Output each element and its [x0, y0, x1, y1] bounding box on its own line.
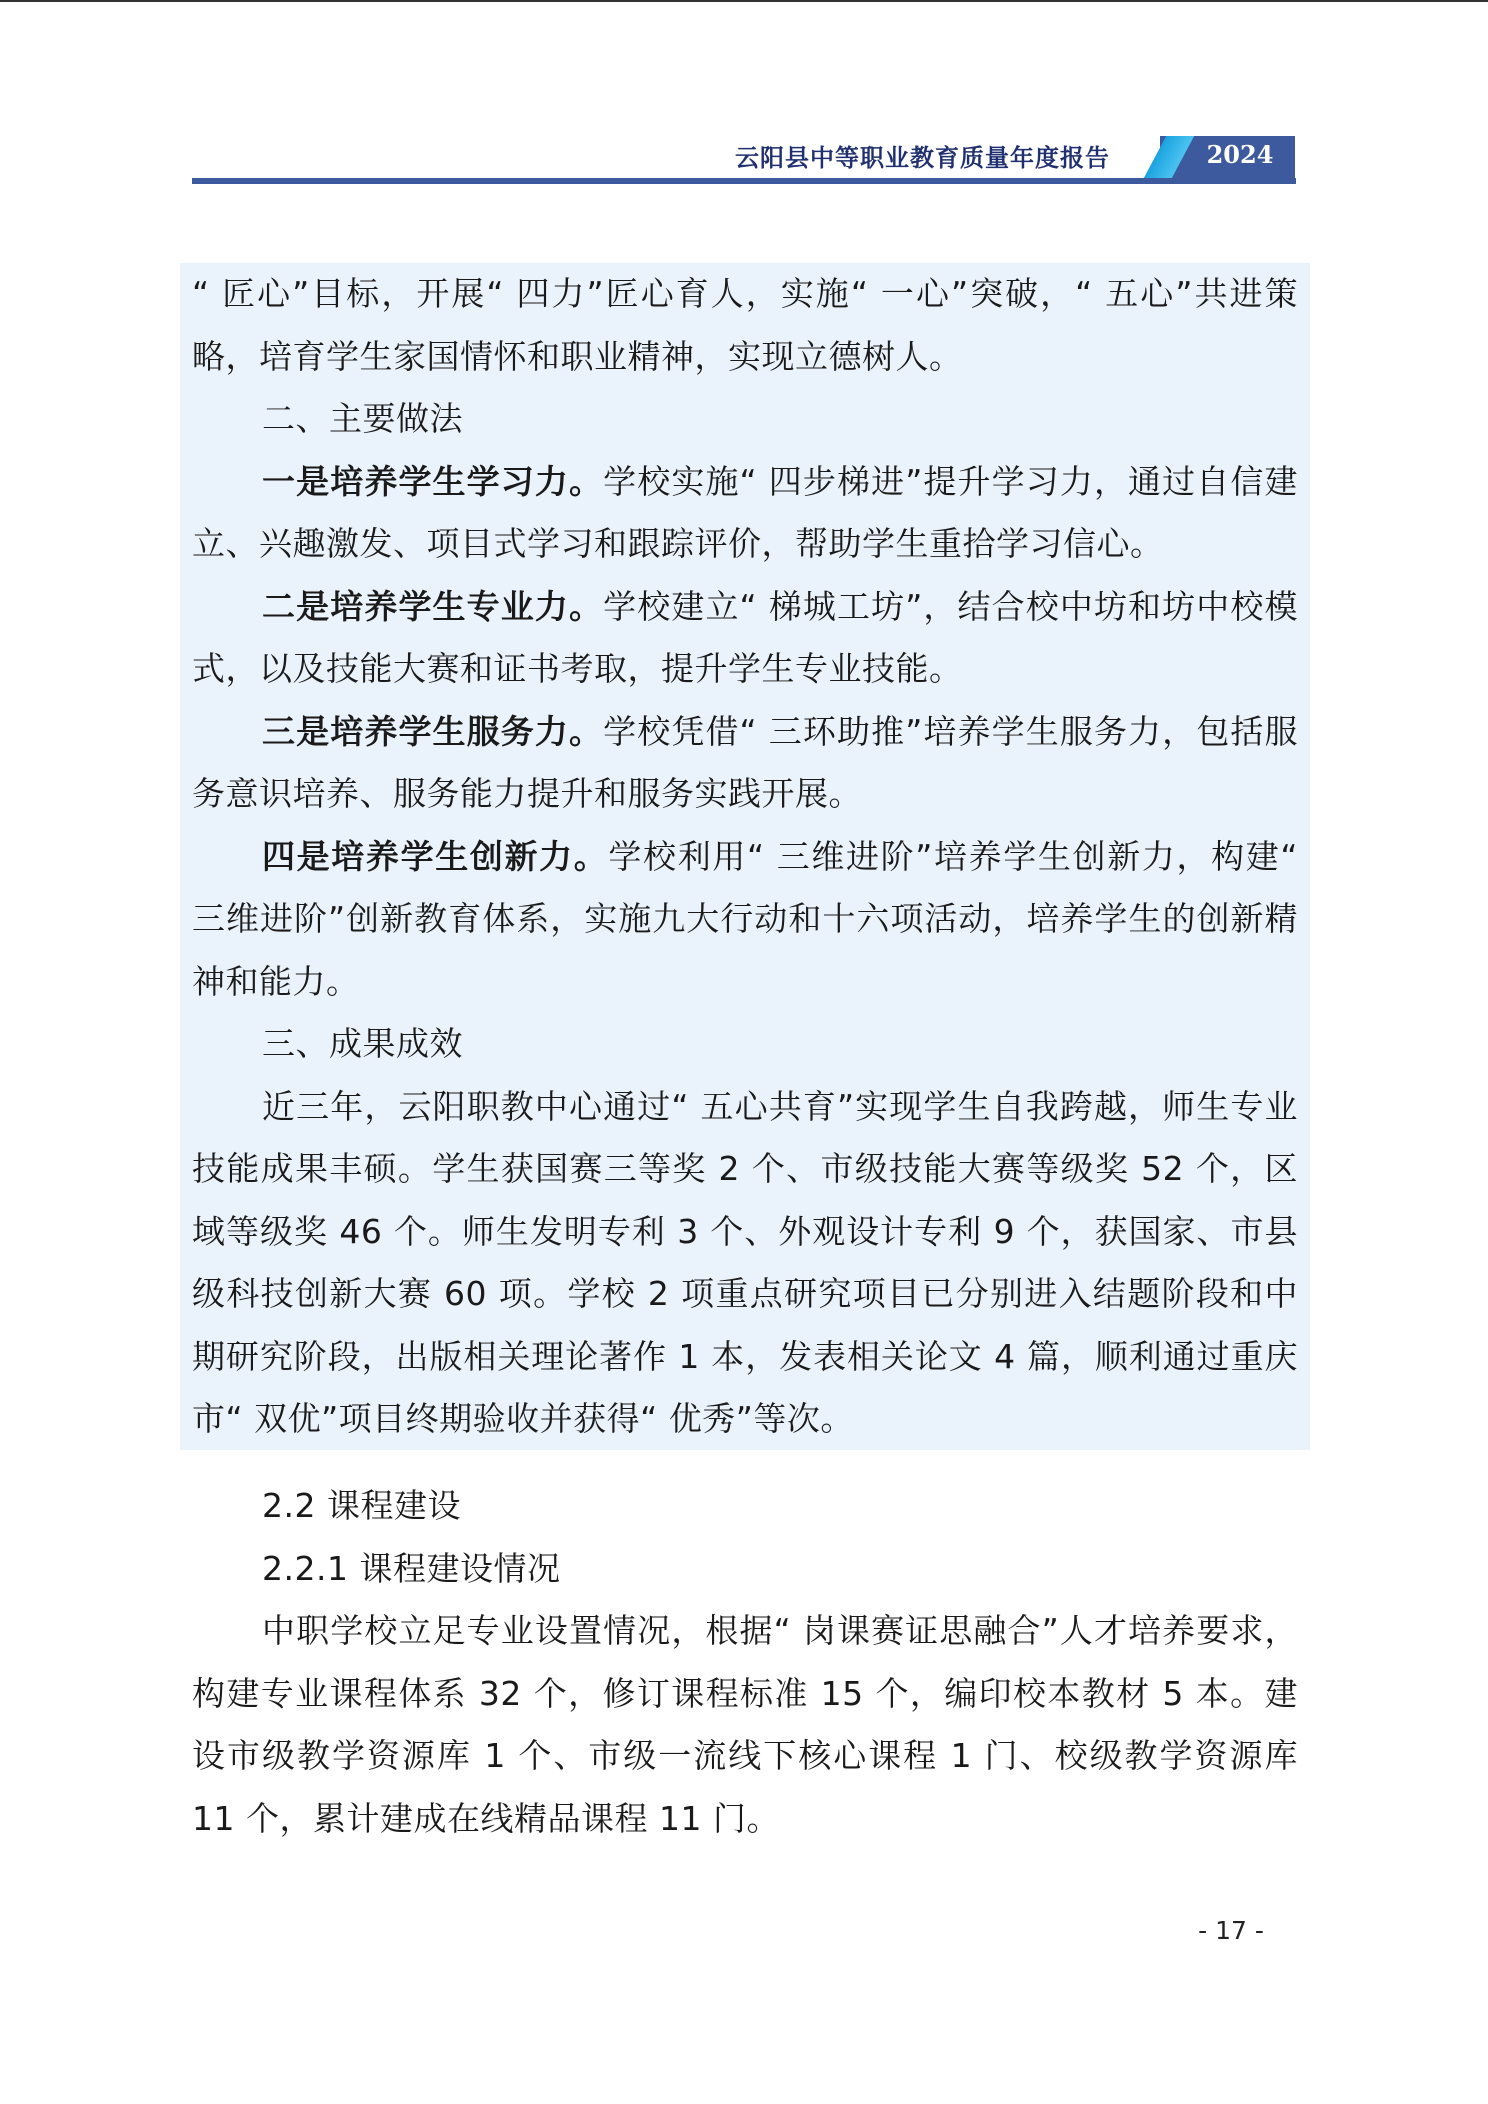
section-heading: 2.2 课程建设 [262, 1486, 461, 1525]
main-content [192, 1475, 1298, 1850]
box-paragraph-innovation [192, 826, 1298, 1014]
box-paragraph-innovation-body: 学校利用“ 三维进阶”培养学生创新力，构建“ 三维进阶”创新教育体系，实施九大行动和十六项活动，培养学生的创新精神和能力。 [192, 836, 1298, 1001]
body-paragraph-courses: 中职学校立足专业设置情况，根据“ 岗课赛证思融合”人才培养要求，构建专业课程体系 32 个，修订课程标准 15 个，编印校本教材 5 本。建设市级教学资源库 1 个、市级一流线下核心课程 1 门、校级教学资源库 11 个，累计建成在线精品课程 11 门。 [192, 1611, 1298, 1838]
header-rule [192, 178, 1296, 184]
box-heading-results: 三、成果成效 [262, 1024, 463, 1063]
report-title: 云阳县中等职业教育质量年度报告 [735, 143, 1110, 172]
box-paragraph-professional-lead: 二是培养学生专业力。 [262, 586, 604, 626]
box-paragraph-innovation-lead: 四是培养学生创新力。 [262, 836, 609, 876]
box-paragraph-professional-body: 学校建立“ 梯城工坊”，结合校中坊和坊中校模式，以及技能大赛和证书考取，提升学生专业技能。 [192, 586, 1298, 688]
box-paragraph-service [192, 701, 1298, 826]
box-paragraph-learning-body: 学校实施“ 四步梯进”提升学习力，通过自信建立、兴趣激发、项目式学习和跟踪评价，帮助学生重拾学习信心。 [192, 461, 1298, 563]
box-paragraph-service-body: 学校凭借“ 三环助推”培养学生服务力，包括服务意识培养、服务能力提升和服务实践开展。 [192, 711, 1298, 813]
box-heading-methods: 二、主要做法 [262, 399, 463, 438]
box-paragraph-professional [192, 576, 1298, 701]
subsection-heading: 2.2.1 课程建设情况 [262, 1548, 561, 1588]
report-year: 2024 [1206, 140, 1274, 169]
box-paragraph-learning [192, 451, 1298, 576]
case-study-box [180, 263, 1310, 1450]
box-paragraph-intro: “ 匠心”目标，开展“ 四力”匠心育人，实施“ 一心”突破，“ 五心”共进策略，培育学生家国情怀和职业精神，实现立德树人。 [192, 274, 1298, 376]
box-paragraph-learning-lead: 一是培养学生学习力。 [262, 461, 604, 501]
box-paragraph-results: 近三年，云阳职教中心通过“ 五心共育”实现学生自我跨越，师生专业技能成果丰硕。学生获国赛三等奖 2 个、市级技能大赛等级奖 52 个，区域等级奖 46 个。师生发明专利 3 个、外观设计专利 9 个，获国家、市县级科技创新大赛 60 项。学校 2 项重点研究项目已分别进入结题阶段和中期研究阶段，出版相关理论著作 1 本，发表相关论文 4 篇，顺利通过重庆市“ 双优”项目终期验收并获得“ 优秀”等次。 [192, 1086, 1298, 1438]
page-top-border [0, 0, 1488, 2]
page-number: - 17 - [1198, 1916, 1264, 1945]
box-paragraph-service-lead: 三是培养学生服务力。 [262, 711, 604, 751]
